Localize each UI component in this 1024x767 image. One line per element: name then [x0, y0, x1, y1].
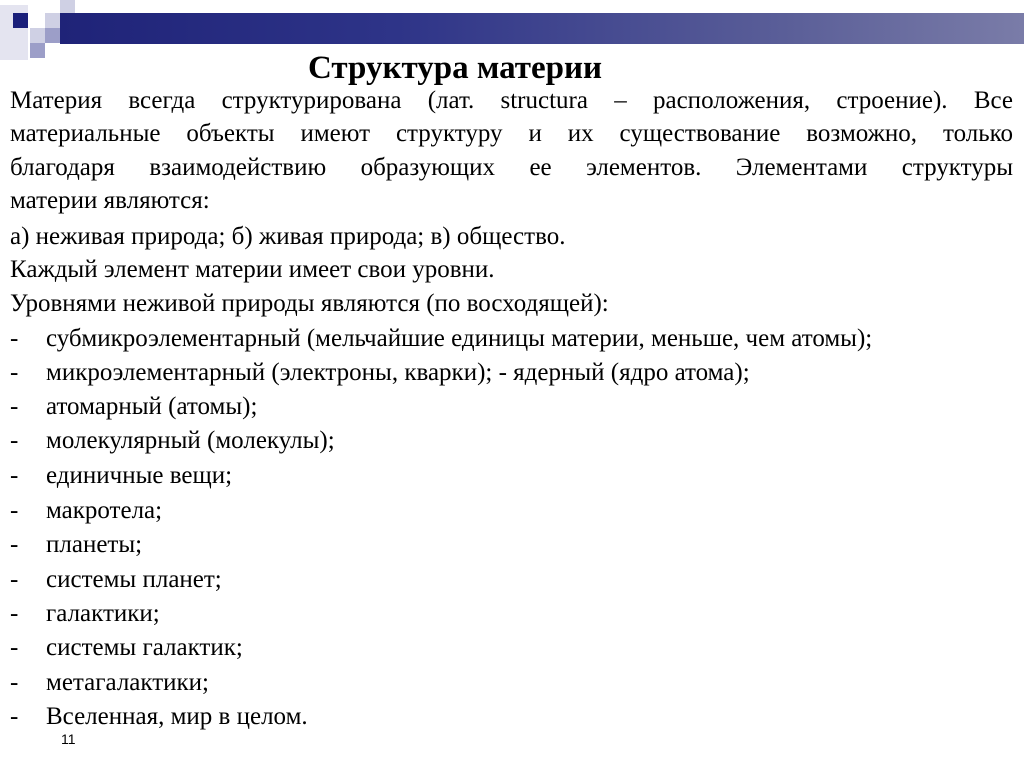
- bullet-dash: -: [10, 359, 19, 386]
- list-item: [10, 702, 308, 732]
- list-item-text: макротела;: [46, 497, 163, 524]
- list-item: [10, 461, 232, 491]
- list-item-text: единичные вещи;: [46, 462, 233, 489]
- bullet-dash: -: [10, 325, 19, 352]
- text-line: Каждый элемент материи имеет свои уровни.: [10, 256, 495, 283]
- list-item: [10, 392, 257, 422]
- deco-square: [30, 28, 45, 43]
- deco-square: [45, 28, 60, 43]
- paragraph-line: материальные объекты имеют структуру и их существование возможно, только: [10, 120, 1013, 147]
- bullet-dash: -: [10, 497, 19, 524]
- header-bar: [60, 13, 1024, 44]
- list-item: [10, 565, 222, 595]
- bullet-dash: -: [10, 393, 19, 420]
- list-item-text: системы галактик;: [46, 634, 243, 661]
- list-item-text: метагалактики;: [46, 669, 209, 696]
- page-number: 11: [61, 731, 76, 747]
- text-line: Уровнями неживой природы являются (по восходящей):: [10, 290, 609, 317]
- list-item: [10, 599, 160, 629]
- list-item-text: системы планет;: [46, 566, 222, 593]
- list-item: [10, 496, 162, 526]
- paragraph-line: материи являются:: [10, 187, 210, 214]
- bullet-dash: -: [10, 634, 19, 661]
- list-item: [10, 358, 750, 388]
- list-item-text: галактики;: [46, 600, 160, 627]
- bullet-dash: -: [10, 566, 19, 593]
- list-item-text: молекулярный (молекулы);: [46, 427, 335, 454]
- list-item: [10, 530, 142, 560]
- bullet-dash: -: [10, 600, 19, 627]
- list-item: [10, 633, 243, 663]
- list-item-text: атомарный (атомы);: [46, 393, 258, 420]
- deco-square: [45, 13, 60, 28]
- text-line: а) неживая природа; б) живая природа; в) общество.: [10, 223, 566, 250]
- list-item-text: Вселенная, мир в целом.: [46, 703, 308, 730]
- bullet-dash: -: [10, 427, 19, 454]
- slide-title: Структура материи: [308, 50, 602, 86]
- deco-square: [13, 13, 28, 28]
- bullet-dash: -: [10, 531, 19, 558]
- list-item-text: субмикроэлементарный (мельчайшие единицы материи, меньше, чем атомы);: [46, 325, 873, 352]
- paragraph-line: Материя всегда структурирована (лат. structura – расположения, строение). Все: [10, 87, 1013, 114]
- list-item: [10, 426, 335, 456]
- list-item: [10, 668, 209, 698]
- list-item-text: микроэлементарный (электроны, кварки); - ядерный (ядро атома);: [46, 359, 750, 386]
- list-item-text: планеты;: [46, 531, 143, 558]
- bullet-dash: -: [10, 669, 19, 696]
- bullet-dash: -: [10, 703, 19, 730]
- deco-square: [60, 0, 75, 13]
- paragraph-line: благодаря взаимодействию образующих ее элементов. Элементами структуры: [10, 154, 1013, 181]
- list-item: [10, 324, 872, 354]
- bullet-dash: -: [10, 462, 19, 489]
